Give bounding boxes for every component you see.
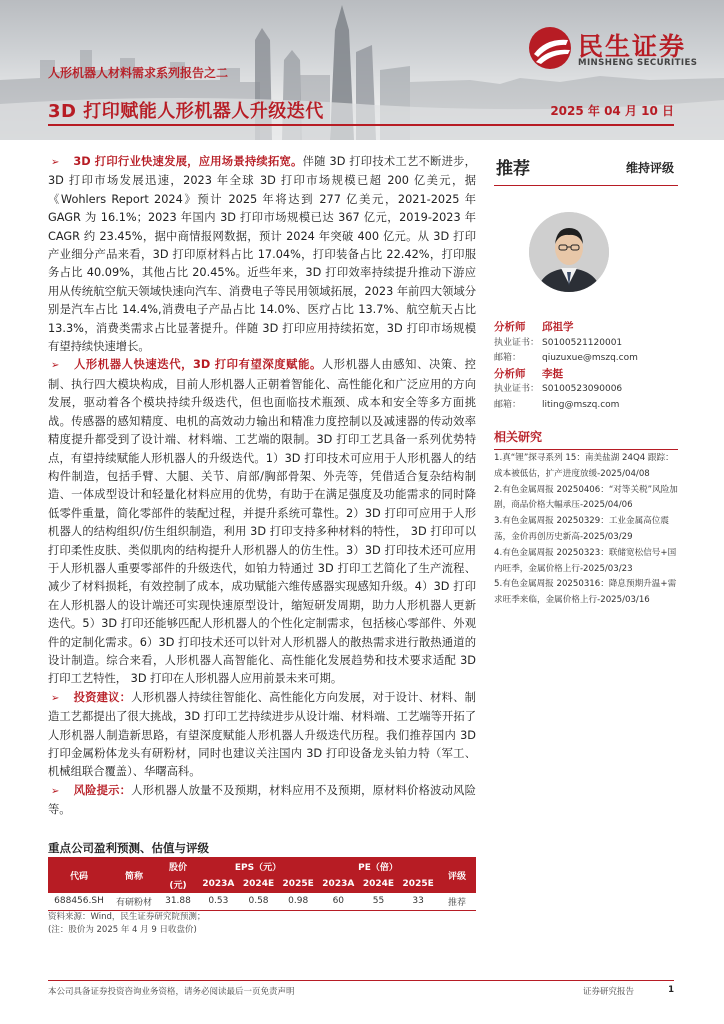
series-title: 人形机器人材料需求系列报告之二: [48, 66, 229, 80]
paragraph-text: 人形机器人放量不及预期，材料应用不及预期，原材料价格波动风险等。: [48, 783, 476, 817]
analyst-1-name-row: [494, 320, 678, 336]
title-divider: [48, 124, 674, 126]
related-research-item[interactable]: 3.有色金属周报 20250329：工业金属高位震荡，金价再创历史新高-2025/03/29: [494, 516, 669, 542]
col-pe-2025e: 2025E: [398, 875, 438, 893]
logo-chinese-text: 民生证券: [578, 32, 687, 61]
related-research-item[interactable]: 2.有色金属周报 20250406：“对等关税”风险加剧，商品价格大幅承压-2025/04/06: [494, 484, 678, 511]
rating-label: 推荐: [496, 159, 530, 179]
analyst-photo: [529, 212, 609, 292]
footer-divider: [48, 980, 674, 981]
paragraph-text: 伴随 3D 打印技术工艺不断进步，3D 打印市场发展迅速，2023 年全球 3D 打印市场规模已超 200 亿美元，据《Wohlers Report 2024》预计 2025 年将达到 277 亿美元，2021-2025 年 GAGR 为 16.1%；2023 年国内 3D 打印市场规模已达 367 亿元，2019-2023 年 CAGR 约 23.45%，据中商情报网数据，预计 2024 年突破 400 亿元。从 3D 打印产业细分产品来看，3D 打印原材料占比 17.04%，打印装备占比 22.42%，打印服务占比 40.09%，其他占比 20.45%。近些年来，3D 打印效率持续提升推动下游应用从传统航空航天领域快速向汽车、消费电子等民用领域拓展，2023 年前四大领域分别是汽车占比 14.4%,消费电子产品占比 14.0%、医疗占比 13.7%、航空航天占比 13.3%，消费类需求占比显著提升。伴随 3D 打印应用持续拓宽，3D 打印市场规模有望持续快速增长。: [48, 155, 476, 354]
cell-pe-2024e: 55: [359, 893, 399, 910]
cert-number: S0100523090006: [542, 384, 623, 394]
table-note: (注：股价为 2025 年 4 月 9 日收盘价): [48, 925, 197, 935]
cell-pe-2023a: 60: [318, 893, 359, 910]
col-code: 代码: [48, 857, 110, 893]
paragraph-highlight: 投资建议：: [73, 690, 132, 704]
table-title: 重点公司盈利预测、估值与评级: [48, 841, 209, 855]
cert-number: S0100521120001: [542, 337, 623, 348]
cell-price: 31.88: [158, 893, 198, 910]
cell-eps-2023a: 0.53: [198, 893, 239, 910]
rating-value: 维持评级: [625, 161, 674, 175]
cert-label: 执业证书：: [494, 384, 540, 394]
analyst-name: 邱祖学: [542, 321, 574, 333]
email-label: 邮箱：: [494, 399, 522, 410]
bullet-arrow-icon: ➢: [51, 692, 60, 704]
logo-english-text: MINSHENG SECURITIES: [578, 58, 698, 68]
summary-paragraph-robot: [48, 356, 476, 688]
header-banner: [0, 0, 724, 140]
paragraph-highlight: 风险提示：: [73, 783, 132, 797]
col-eps: EPS（元）: [198, 857, 318, 875]
rating-box: [494, 150, 678, 186]
col-price: 股价: [158, 857, 198, 875]
report-title: 3D 打印赋能人形机器人升级迭代: [48, 101, 324, 122]
paragraph-highlight: 3D 打印行业快速发展，应用场景持续拓宽。: [73, 155, 303, 168]
cert-label: 执业证书：: [494, 337, 540, 348]
cell-eps-2024e: 0.58: [239, 893, 279, 910]
col-eps-2024e: 2024E: [239, 875, 279, 893]
bullet-arrow-icon: ➢: [51, 785, 60, 797]
summary-paragraph-risk: [48, 782, 476, 820]
minsheng-logo: [526, 24, 706, 74]
analyst-role: 分析师: [494, 367, 526, 380]
bullet-arrow-icon: ➢: [51, 360, 60, 372]
sidebar: [494, 150, 678, 606]
analyst-portrait-image: [529, 212, 609, 292]
analyst-2-email-row: [494, 398, 678, 414]
col-pe-2024e: 2024E: [359, 875, 399, 893]
email-link[interactable]: qiuzuxue@mszq.com: [542, 353, 638, 363]
col-rating: 评级: [438, 857, 476, 893]
paragraph-highlight: 人形机器人快速迭代，3D 打印有望深度赋能。: [73, 358, 322, 372]
col-eps-2023a: 2023A: [198, 875, 239, 893]
table-source: 资料来源：Wind，民生证券研究院预测；: [48, 912, 206, 922]
email-label: 邮箱：: [494, 353, 522, 363]
analyst-info: [494, 320, 678, 413]
related-research-heading: 相关研究: [494, 428, 678, 450]
col-pe-2023a: 2023A: [318, 875, 359, 893]
paragraph-text: 人形机器人持续往智能化、高性能化方向发展，对于设计、材料、制造工艺都提出了很大挑战，3D 打印工艺持续进步从设计端、材料端、工艺端等开拓了人形机器人制造新思路，有望深度赋能人形机器人升级迭代历程。我们推荐国内 3D 打印金属粉体龙头有研粉材，同时也建议关注国内 3D 打印设备龙头铂力特（军工、机械组联合覆盖）、华曙高科。: [48, 690, 476, 779]
earnings-forecast-table: [48, 857, 476, 911]
analyst-2-name-row: [494, 367, 678, 383]
table-header-row: [48, 857, 476, 875]
col-eps-2025e: 2025E: [278, 875, 318, 893]
footer-disclaimer: 本公司具备证券投资咨询业务资格，请务必阅读最后一页免责声明: [48, 987, 295, 997]
footer-doc-type: 证券研究报告: [582, 987, 634, 997]
related-research-item[interactable]: 5.有色金属周报 20250316：降息预期升温+需求旺季来临，金属价格上行-2025/03/16: [494, 579, 677, 606]
summary-paragraph-market: [48, 153, 476, 356]
analyst-1-email-row: [494, 351, 678, 367]
analyst-role: 分析师: [494, 321, 526, 333]
table-notes: [48, 911, 205, 937]
cell-code: 688456.SH: [48, 893, 110, 910]
analyst-2-cert-row: [494, 382, 678, 398]
cell-name: 有研粉材: [110, 893, 158, 910]
email-link[interactable]: liting@mszq.com: [542, 399, 620, 410]
col-pe: PE（倍）: [318, 857, 438, 875]
summary-paragraph-investment: [48, 689, 476, 782]
bullet-arrow-icon: ➢: [51, 157, 60, 168]
paragraph-text: 人形机器人由感知、决策、控制、执行四大模块构成，目前人形机器人正朝着智能化、高性能化和广泛应用的方向发展，驱动着各个模块持续升级迭代，但也面临技术瓶颈、成本和安全等多方面挑战。传感器的感知精度、电机的高效动力输出和精准力度控制以及减速器的传动效率精度提升都受到了设计端、材料端、工艺端的限制。3D 打印工艺具备一系列优势特点，有望持续赋能人形机器人的升级迭代。1）3D 打印技术可应用于人形机器人的结构件制造，包括手臂、大腿、关节、肩部/胸部骨架、外壳等，凭借适合复杂结构制造、一体成型设计和轻量化材料应用的优势，有助于在满足强度及功能需求的同时降低零件重量，简化零部件的装配过程，并提升系统可靠性。2）3D 打印可应用于人形机器人的结构组织/仿生组织制造，利用 3D 打印支持多种材料的特性， 3D 打印可以打印柔性皮肤、类似肌肉的结构提升人形机器人的仿生性。3）3D 打印技术还可应用于人形机器人重要零部件的升级迭代，如铂力特通过 3D 打印工艺简化了生产流程、减少了材料损耗，有效控制了成本，成功赋能六维传感器实现感知升级。4）3D 打印在人形机器人的设计端还可实现快速原型设计，缩短研发周期，助力人形机器人更新迭代。5）3D 打印还能够匹配人形机器人的个性化定制需求，包括核心零部件、外观件的定制化需求。6）3D 打印技术还可以针对人形机器人的散热需求进行散热通道的设计制造。综合来看，人形机器人高智能化、高性能化发展趋势和技术要求适配 3D 打印工艺特性， 3D 打印在人形机器人应用前景未来可期。: [48, 358, 476, 686]
related-research-item[interactable]: 1.真“锂”探寻系列 15：南美盐湖 24Q4 跟踪：成本被低估，扩产进度放缓-2025/04/08: [494, 453, 674, 479]
analyst-name: 李挺: [542, 367, 563, 380]
col-name: 简称: [110, 857, 158, 893]
related-research-item[interactable]: 4.有色金属周报 20250323：联储宽松信号+国内旺季，金属价格上行-2025/03/23: [494, 547, 677, 574]
page-number: 1: [668, 985, 674, 995]
report-date: 2025 年 04 月 10 日: [550, 104, 674, 118]
report-body: [48, 153, 476, 820]
cell-eps-2025e: 0.98: [278, 893, 318, 910]
cell-pe-2025e: 33: [398, 893, 438, 910]
related-research-list: [494, 451, 678, 609]
table-row: [48, 893, 476, 910]
cell-rating: 推荐: [438, 893, 476, 910]
analyst-1-cert-row: [494, 336, 678, 352]
col-price-unit: (元): [158, 875, 198, 893]
minsheng-logo-icon: [526, 24, 574, 72]
